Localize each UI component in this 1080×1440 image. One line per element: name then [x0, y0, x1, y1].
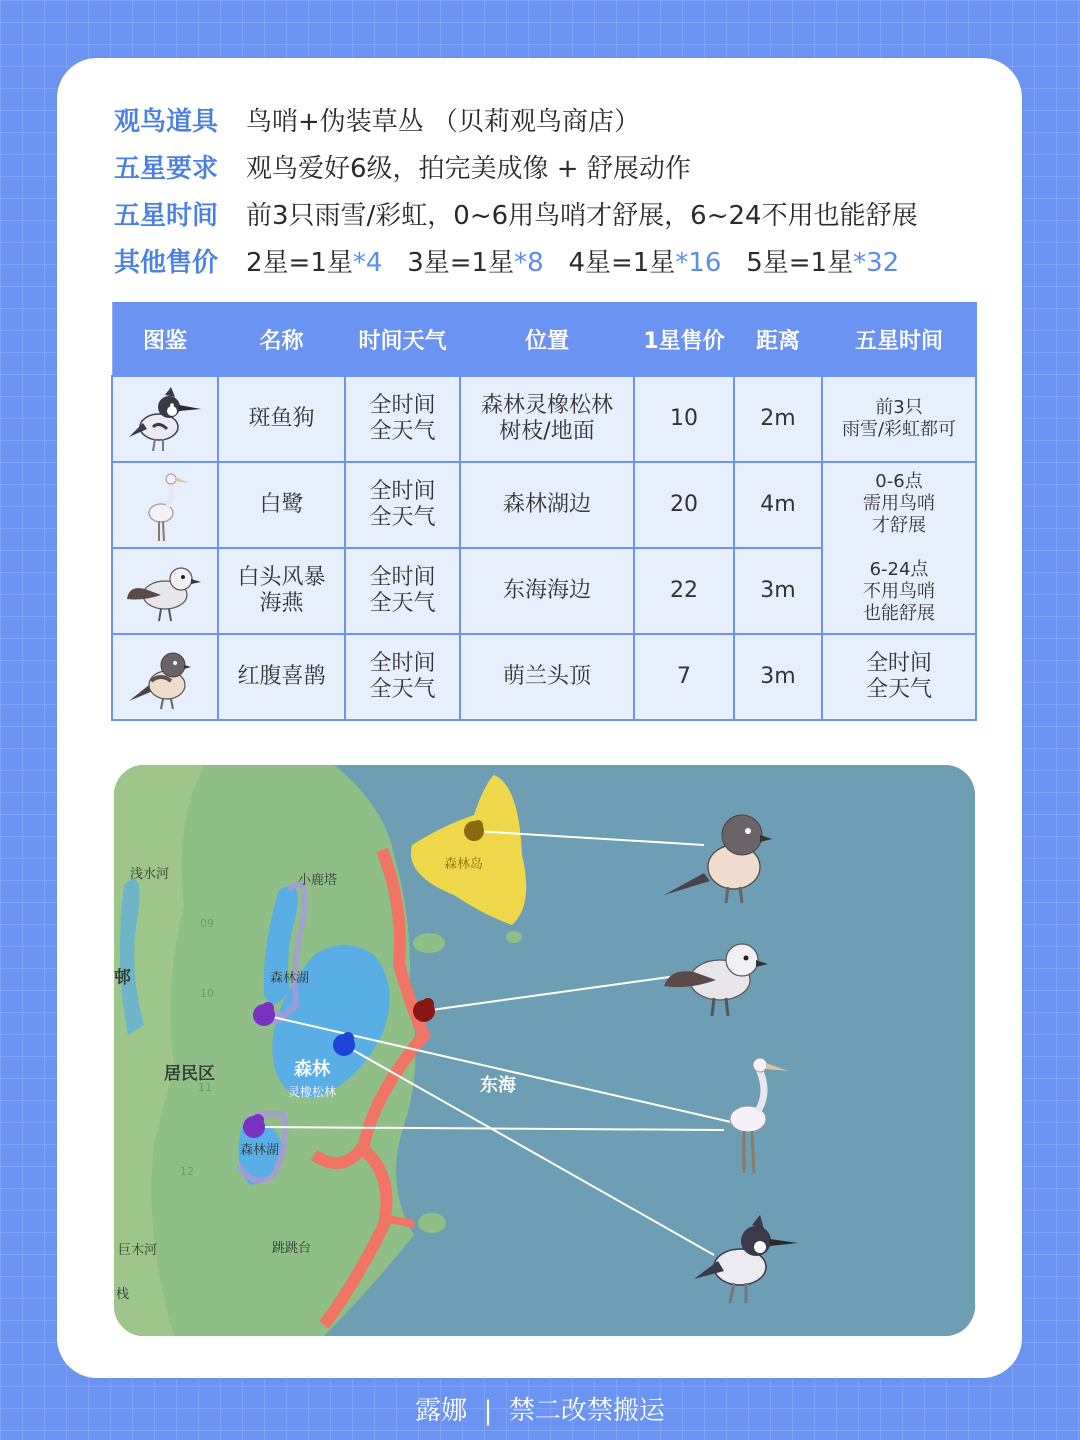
header-cell: 名称 [218, 303, 345, 377]
distance-cell: 3m [734, 634, 822, 720]
footer-author: 露娜 [415, 1396, 468, 1426]
star-time-cell: 前3只 雨雪/彩虹都可 [822, 376, 976, 462]
label-grid: 12 [180, 1165, 194, 1178]
label-east-sea: 东海 [480, 1075, 516, 1096]
table-row [112, 376, 976, 462]
name-cell: 斑鱼狗 [218, 376, 345, 462]
info-text: 观鸟爱好6级，拍完美成像 + 舒展动作 [246, 153, 691, 184]
footer [0, 1390, 1080, 1427]
location-cell: 森林湖边 [460, 462, 634, 548]
bird-image-cell [112, 634, 218, 720]
label-shallow-river: 浅水河 [130, 867, 170, 882]
info-row-tools [114, 99, 640, 139]
info-label: 五星时间 [114, 200, 219, 231]
distance-cell: 4m [734, 462, 822, 548]
header-cell: 图鉴 [112, 303, 218, 377]
location-cell: 萌兰头顶 [460, 634, 634, 720]
bird-image-cell [112, 462, 218, 548]
label-oak-pine: 灵橡松林 [288, 1085, 337, 1099]
header-cell: 位置 [460, 303, 634, 377]
petrel-icon [125, 555, 205, 627]
info-label: 五星要求 [114, 153, 219, 184]
label-jump-platform: 跳跳台 [272, 1241, 312, 1256]
bird-image-cell [112, 376, 218, 462]
price-item: 2星=1星*4 [246, 247, 383, 278]
time-cell: 全时间 全天气 [345, 634, 460, 720]
label-deer-tower: 小鹿塔 [298, 873, 338, 888]
bird-image-cell [112, 548, 218, 634]
time-cell: 全时间 全天气 [345, 462, 460, 548]
name-cell: 红腹喜鹊 [218, 634, 345, 720]
label-forest-lake: 森林湖 [270, 971, 310, 986]
location-cell: 森林灵橡松林 树枝/地面 [460, 376, 634, 462]
distance-cell: 2m [734, 376, 822, 462]
label-edge-left: 邨 [114, 968, 131, 988]
location-cell: 东海海边 [460, 548, 634, 634]
name-cell: 白鹭 [218, 462, 345, 548]
label-forest-lake: 森林湖 [240, 1143, 280, 1158]
label-grid: 10 [200, 987, 214, 1000]
info-row-time [114, 193, 918, 233]
table-row [112, 634, 976, 720]
info-label: 其他售价 [114, 247, 219, 278]
label-residential: 居民区 [164, 1064, 215, 1084]
time-cell: 全时间 全天气 [345, 376, 460, 462]
time-cell: 全时间 全天气 [345, 548, 460, 634]
price-cell: 10 [634, 376, 734, 462]
star-time-cell: 0-6点 需用鸟哨 才舒展 6-24点 不用鸟哨 也能舒展 [822, 462, 976, 634]
info-row-requirement [114, 146, 691, 186]
map-graphic [114, 765, 975, 1336]
bird-table [111, 302, 977, 721]
kingfisher-icon [125, 383, 205, 455]
price-cell: 20 [634, 462, 734, 548]
price-cell: 7 [634, 634, 734, 720]
label-grid: 09 [200, 917, 214, 930]
footer-note: 禁二改禁搬运 [508, 1396, 665, 1426]
table-row [112, 462, 976, 548]
label-giant-river: 巨木河 [118, 1243, 158, 1258]
bird-map [114, 765, 975, 1336]
header-cell: 时间天气 [345, 303, 460, 377]
price-item: 5星=1星*32 [746, 247, 900, 278]
price-item: 3星=1星*8 [407, 247, 544, 278]
info-row-price [114, 240, 899, 280]
info-label: 观鸟道具 [114, 106, 219, 137]
header-cell: 五星时间 [822, 303, 976, 377]
label-forest-island: 森林岛 [444, 857, 484, 872]
price-cell: 22 [634, 548, 734, 634]
content-card [57, 58, 1022, 1378]
robin-icon [125, 641, 205, 713]
distance-cell: 3m [734, 548, 822, 634]
table-header [112, 303, 976, 377]
price-list [246, 242, 899, 279]
star-time-cell: 全时间 全天气 [822, 634, 976, 720]
price-item: 4星=1星*16 [568, 247, 722, 278]
info-text: 鸟哨+伪装草丛 （贝莉观鸟商店） [246, 106, 641, 137]
info-text: 前3只雨雪/彩虹，0~6用鸟哨才舒展，6~24不用也能舒展 [246, 200, 918, 231]
egret-icon [135, 465, 195, 545]
label-forest: 森林 [294, 1059, 330, 1080]
name-cell: 白头风暴 海燕 [218, 548, 345, 634]
label-grid: 11 [198, 1081, 212, 1094]
footer-separator: | [483, 1396, 493, 1426]
header-cell: 距离 [734, 303, 822, 377]
header-cell: 1星售价 [634, 303, 734, 377]
label-edge-bottom: 栈 [116, 1287, 130, 1302]
